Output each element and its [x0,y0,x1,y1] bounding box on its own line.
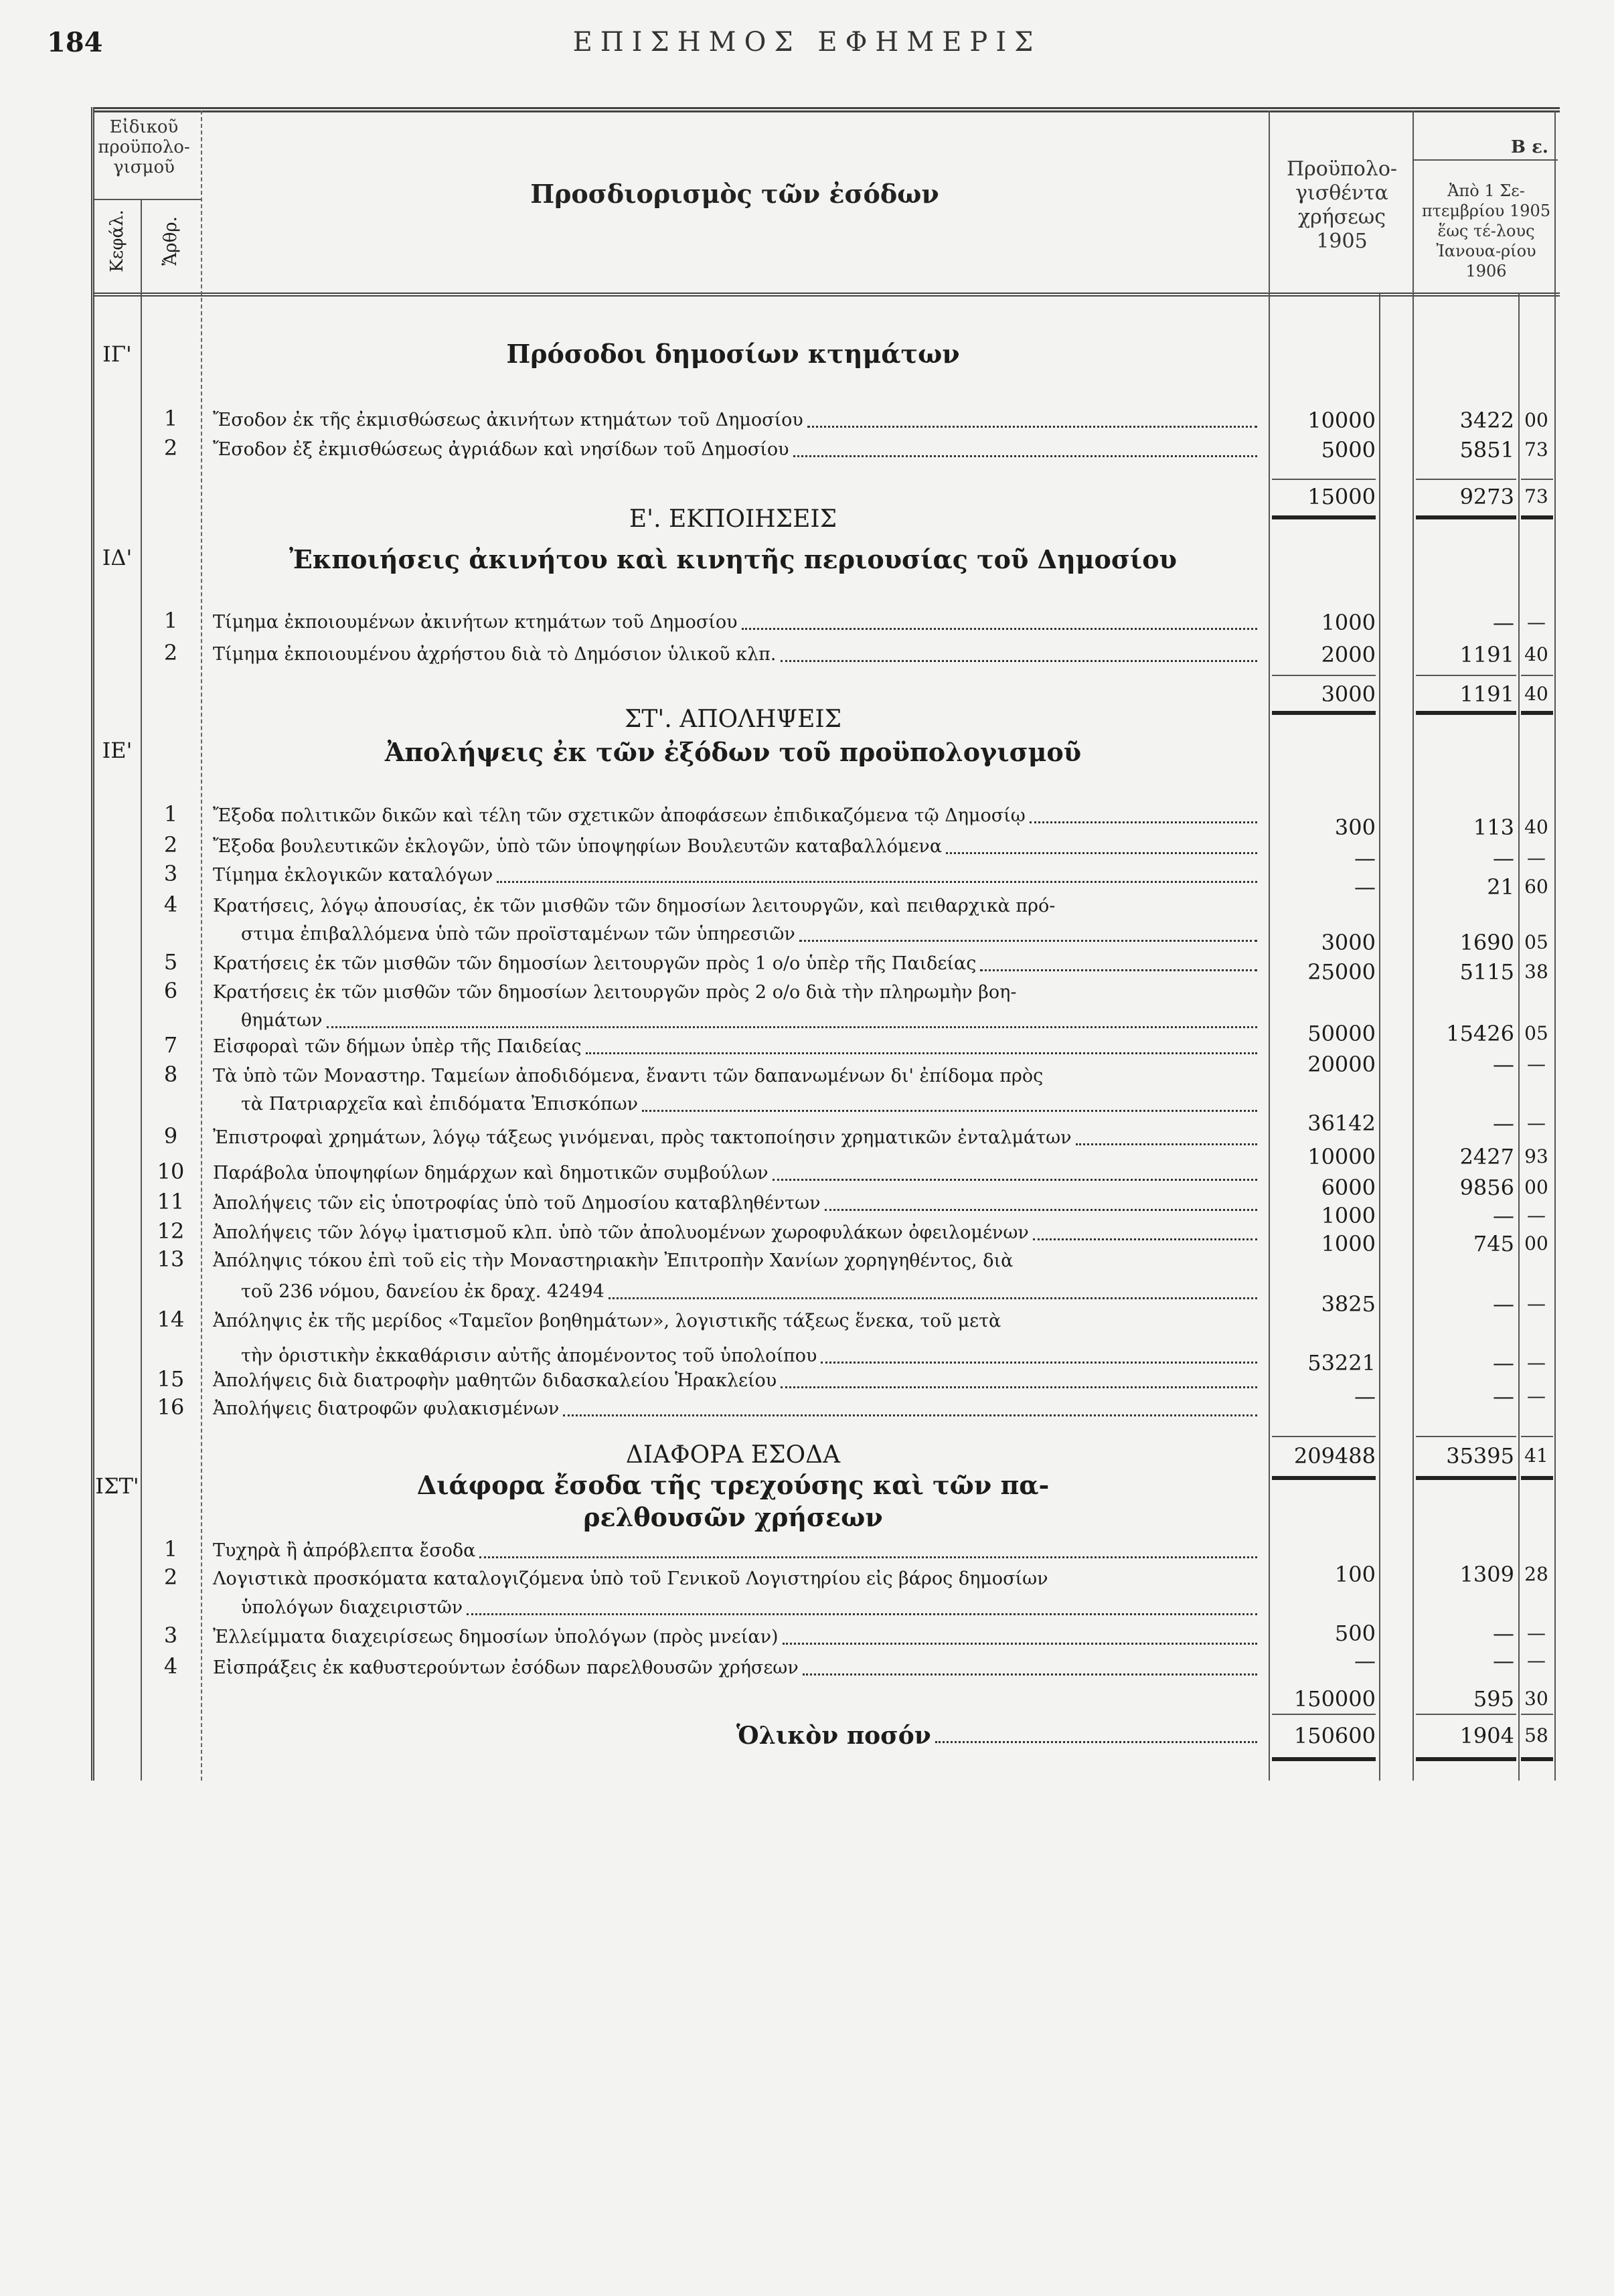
article-number: 2 [163,1564,178,1590]
dot-leader [793,455,1257,457]
total-drachmas: 9273 [1459,484,1514,509]
chapter-title: Πρόσοδοι δημοσίων κτημάτων [506,339,960,369]
dot-leader [821,1362,1257,1364]
article-number: 3 [163,1623,178,1648]
item-description [213,951,1257,977]
article-number: 15 [157,1366,185,1392]
description-text: Κρατήσεις ἐκ τῶν μισθῶν τῶν δημοσίων λειτουργῶν πρὸς 1 ο/ο ὑπὲρ τῆς Παιδείας [213,953,977,974]
collected-lepta: 73 [1524,438,1548,461]
collected-drachmas: — [1493,1384,1514,1409]
budget-amount: 3825 [1321,1291,1376,1317]
description-text: Ἔξοδα πολιτικῶν δικῶν καὶ τέλη τῶν σχετικῶν ἀποφάσεων ἐπιδικαζόμενα τῷ Δημοσίῳ [213,805,1026,826]
budget-amount: 6000 [1321,1175,1376,1200]
collected-lepta: 40 [1524,816,1548,838]
chapter-title: Ἐκποιήσεις ἀκινήτου καὶ κινητῆς περιουσίας τοῦ Δημοσίου [289,544,1177,574]
collected-lepta: — [1527,847,1546,869]
collected-drachmas: 1690 [1459,930,1514,955]
subtotal-rule [1272,1436,1376,1437]
collected-drachmas: — [1493,1052,1514,1077]
description-text: Ἔσοδον ἐξ ἐκμισθώσεως ἀγριάδων καὶ νησίδων τοῦ Δημοσίου [213,439,789,460]
total-budget: 15000 [1307,484,1376,509]
chapter-title: Ἀπολήψεις ἐκ τῶν ἐξόδων τοῦ προϋπολογισμοῦ [384,737,1082,767]
article-number: 6 [163,978,178,1003]
collected-lepta: 00 [1524,1176,1548,1198]
description-text: Ἀπόληψις τόκου ἐπὶ τοῦ εἰς τὴν Μοναστηριακὴν Ἐπιτροπὴν Χανίων χορηγηθέντος, διὰ [213,1250,1014,1271]
column-divider [1379,293,1380,1781]
collected-lepta: — [1527,611,1546,633]
description-text: Ἔσοδον ἐκ τῆς ἐκμισθώσεως ἀκινήτων κτημάτων τοῦ Δημοσίου [213,410,803,430]
header-bottom-rule [94,293,1560,297]
total-lepta: 58 [1524,1724,1548,1746]
collected-drachmas: 3422 [1459,408,1514,433]
budget-amount: 150000 [1293,1686,1376,1712]
budget-amount: — [1354,1648,1376,1673]
description-text: θημάτων [241,1010,323,1031]
dot-leader [563,1414,1257,1416]
item-description [213,1248,1257,1275]
description-text: Ἀπολήψεις τῶν λόγῳ ἱματισμοῦ κλπ. ὑπὸ τῶν ἀπολυομένων χωροφυλάκων ὀφειλομένων [213,1222,1029,1243]
subtotal-rule [1272,1714,1376,1715]
item-description [241,1343,1257,1370]
collected-drachmas: 1191 [1459,642,1514,667]
total-rule [1521,1476,1553,1480]
running-title: ΕΠΙΣΗΜΟΣ ΕΦΗΜΕΡΙΣ [572,27,1042,58]
description-text: ὑπολόγων διαχειριστῶν [241,1597,463,1618]
dot-leader [773,1179,1257,1181]
article-number: 3 [163,861,178,886]
budget-amount: 20000 [1307,1052,1376,1077]
budget-amount: 1000 [1321,1203,1376,1228]
item-description [213,833,1257,860]
subtotal-rule [1521,675,1553,676]
description-text: Λογιστικὰ προσκόματα καταλογιζόμενα ὑπὸ τοῦ Γενικοῦ Λογιστηρίου εἰς βάρος δημοσίων [213,1568,1048,1589]
article-number: 2 [163,832,178,857]
dot-leader [980,969,1257,971]
description-text: στιμα ἐπιβαλλόμενα ὑπὸ τῶν προϊσταμένων τῶν ὑπηρεσιῶν [241,924,795,945]
special-budget-header: Εἰδικοῦ προϋπολο-γισμοῦ [98,117,190,177]
article-number: 2 [163,640,178,665]
subtotal-rule [1416,675,1516,676]
item-description [213,1308,1257,1335]
description-text: Ἐλλείμματα διαχειρίσεως δημοσίων ὑπολόγων (πρὸς μνείαν) [213,1627,779,1647]
description-text: Κρατήσεις ἐκ τῶν μισθῶν τῶν δημοσίων λειτουργῶν πρὸς 2 ο/ο διὰ τὴν πληρωμὴν βοη- [213,982,1017,1003]
article-number: 1 [163,608,178,633]
budget-amount: — [1354,1384,1376,1409]
description-text: Εἰσπράξεις ἐκ καθυστερούντων ἐσόδων παρελθουσῶν χρήσεων [213,1657,799,1678]
budget-amount: 5000 [1321,437,1376,463]
collected-lepta: 00 [1524,409,1548,431]
collected-drachmas: 21 [1487,874,1514,900]
collected-drachmas: 2427 [1459,1144,1514,1169]
collected-lepta: 00 [1524,1232,1548,1254]
column-divider [201,110,202,1781]
article-number: 11 [157,1189,185,1214]
total-rule [1521,515,1553,519]
dot-leader [609,1297,1257,1299]
item-description [241,1279,1257,1305]
description-text: Παράβολα ὑποψηφίων δημάρχων καὶ δημοτικῶν συμβούλων [213,1163,769,1183]
collected-lepta: 38 [1524,961,1548,983]
item-description [213,1160,1257,1187]
description-text: Εἰσφοραὶ τῶν δήμων ὑπὲρ τῆς Παιδείας [213,1036,582,1057]
collected-lepta: 60 [1524,876,1548,898]
item-description [213,1034,1257,1060]
dot-leader [479,1556,1257,1558]
description-text: Ἔξοδα βουλευτικῶν ἐκλογῶν, ὑπὸ τῶν ὑποψηφίων Βουλευτῶν καταβαλλόμενα [213,836,943,857]
budget-amount: — [1354,845,1376,871]
collected-lepta: 40 [1524,643,1548,665]
dot-leader [742,628,1257,630]
table-top-rule [94,107,1560,112]
total-budget: 209488 [1293,1443,1376,1469]
collected-lepta: 05 [1524,1022,1548,1044]
dot-leader [781,660,1258,662]
article-number: 10 [157,1159,185,1184]
budget-column-header: Προϋπολο-γισθέντα χρήσεως 1905 [1286,157,1398,253]
collected-drachmas: — [1493,1111,1514,1136]
item-description [213,1655,1257,1682]
total-lepta: 40 [1524,683,1548,705]
item-description [213,641,1257,668]
collected-lepta: — [1527,1112,1546,1134]
description-column-header: Προσδιορισμὸς τῶν ἐσόδων [530,179,939,209]
total-rule [1272,1476,1376,1480]
description-text: Τίμημα ἐκποιουμένου ἀχρήστου διὰ τὸ Δημόσιον ὑλικοῦ κλπ. [213,644,777,665]
chapter-number: ΙΔ' [102,545,133,570]
description-text: Τὰ ὑπὸ τῶν Μοναστηρ. Ταμείων ἀποδιδόμενα, ἔναντι τῶν δαπανωμένων δι' ἐπίδομα πρὸς [213,1066,1044,1086]
article-number: 8 [163,1062,178,1087]
description-text: τὴν ὁριστικὴν ἐκκαθάρισιν αὐτῆς ἀπομένοντος τοῦ ὑπολοίπου [241,1345,817,1366]
article-column-header: Ἄρθρ. [161,216,181,266]
item-description [213,1190,1257,1217]
collected-drachmas: — [1493,610,1514,635]
corner-rule [1414,159,1558,161]
article-number: 7 [163,1032,178,1058]
collected-drachmas: 1309 [1459,1562,1514,1587]
collected-drachmas: — [1493,1350,1514,1376]
budget-amount: 2000 [1321,642,1376,667]
budget-amount: 50000 [1307,1021,1376,1046]
item-description [213,1125,1257,1151]
total-lepta: 41 [1524,1445,1548,1467]
total-label-text: Ὁλικὸν ποσόν [736,1722,931,1750]
article-number: 16 [157,1394,185,1420]
item-description [213,1566,1257,1592]
description-text: Ἀπόληψις ἐκ τῆς μερίδος «Ταμεῖον βοηθημάτων», λογιστικῆς τάξεως ἕνεκα, τοῦ μετὰ [213,1311,1001,1331]
total-rule [1416,711,1516,715]
total-rule [1272,711,1376,715]
item-description [213,862,1257,889]
article-number: 5 [163,949,178,975]
collected-lepta: — [1527,1649,1546,1671]
collected-drachmas: — [1493,1203,1514,1228]
dot-leader [497,881,1257,883]
section-heading: ΣΤ'. ΑΠΟΛΗΨΕΙΣ [624,706,842,733]
dot-leader [327,1026,1257,1028]
collected-drachmas: 113 [1473,815,1514,840]
article-number: 4 [163,1653,178,1679]
item-description [213,803,1257,829]
dot-leader [781,1386,1257,1388]
total-rule [1272,515,1376,519]
section-heading: Ε'. ΕΚΠΟΙΗΣΕΙΣ [629,505,837,533]
item-description [213,1063,1257,1090]
collected-lepta: — [1527,1385,1546,1407]
item-description [213,1396,1257,1422]
budget-amount: 10000 [1307,1144,1376,1169]
total-lepta: 73 [1524,485,1548,507]
subtotal-rule [1272,479,1376,480]
item-description [213,1624,1257,1651]
collected-drachmas: 595 [1473,1686,1514,1712]
item-description [213,979,1257,1006]
item-description [213,893,1257,920]
chapter-number: ΙΣΤ' [95,1473,139,1499]
chapter-number: ΙΓ' [102,341,132,367]
table-left-border [91,107,94,1781]
article-number: 4 [163,892,178,917]
item-description [213,1368,1257,1394]
article-number: 2 [163,435,178,461]
collected-lepta: 30 [1524,1688,1548,1710]
dot-leader [946,852,1257,854]
budget-amount: 3000 [1321,930,1376,955]
description-text: Ἐπιστροφαὶ χρημάτων, λόγῳ τάξεως γινόμεναι, πρὸς τακτοποίησιν χρηματικῶν ἐνταλμάτων [213,1127,1072,1148]
dot-leader [799,940,1257,942]
total-rule [1416,515,1516,519]
chapter-title: ρελθουσῶν χρήσεων [583,1502,883,1532]
total-rule [1416,1476,1516,1480]
total-budget: 3000 [1321,681,1376,707]
dot-leader [1076,1143,1257,1145]
dot-leader [586,1052,1257,1054]
chapter-title: Διάφορα ἔσοδα τῆς τρεχούσης καὶ τῶν πα- [416,1470,1050,1500]
description-text: Ἀπολήψεις τῶν εἰς ὑποτροφίας ὑπὸ τοῦ Δημοσίου καταβληθέντων [213,1193,821,1214]
column-divider [1518,293,1520,1781]
description-text: Τίμημα ἐκλογικῶν καταλόγων [213,865,493,886]
grand-total-label [736,1722,1257,1749]
subtotal-rule [1416,479,1516,480]
dot-leader [807,426,1257,428]
budget-amount: 25000 [1307,959,1376,985]
description-text: τοῦ 236 νόμου, δανείου ἐκ δραχ. 42494 [241,1281,604,1302]
dot-leader [467,1613,1257,1615]
collected-drachmas: 15426 [1446,1021,1514,1046]
header-sub-rule [94,199,201,200]
page-number: 184 [47,27,103,58]
article-number: 14 [157,1307,185,1332]
collected-lepta: — [1527,1622,1546,1644]
article-number: 1 [163,801,178,827]
chapter-column-header: Κεφάλ. [107,210,127,272]
subtotal-rule [1416,1436,1516,1437]
article-number: 1 [163,406,178,431]
column-divider [1554,110,1556,1781]
item-description [241,1091,1257,1118]
subtotal-rule [1416,1714,1516,1715]
dot-leader [825,1209,1257,1211]
article-number: 1 [163,1536,178,1562]
budget-amount: 53221 [1307,1350,1376,1376]
total-budget: 150600 [1293,1723,1376,1748]
article-number: 9 [163,1123,178,1149]
collected-drachmas: — [1493,1621,1514,1646]
collected-lepta: 05 [1524,931,1548,953]
budget-amount: 100 [1334,1562,1376,1587]
dot-leader [803,1673,1257,1675]
description-text: Κρατήσεις, λόγῳ ἀπουσίας, ἐκ τῶν μισθῶν τῶν δημοσίων λειτουργῶν, καὶ πειθαρχικὰ πρό- [213,896,1056,916]
budget-amount: — [1354,874,1376,900]
article-number: 13 [157,1246,185,1272]
budget-amount: 300 [1334,815,1376,840]
collected-lepta: — [1527,1204,1546,1226]
section-heading: ΔΙΑΦΟΡΑ ΕΣΟΔΑ [625,1441,841,1469]
dot-leader [642,1110,1257,1112]
collected-lepta: 93 [1524,1145,1548,1167]
description-text: Ἀπολήψεις διατροφῶν φυλακισμένων [213,1398,560,1419]
collected-drachmas: 5115 [1459,959,1514,985]
chapter-number: ΙΕ' [102,738,133,763]
budget-amount: 1000 [1321,610,1376,635]
item-description [241,1594,1257,1621]
item-description [213,407,1257,434]
collected-drachmas: 5851 [1459,437,1514,463]
dot-leader [935,1741,1257,1743]
item-description [241,1007,1257,1034]
item-description [213,609,1257,636]
dot-leader [783,1643,1257,1645]
corner-label: Β ε. [1511,137,1548,157]
subtotal-rule [1521,1436,1553,1437]
collected-lepta: — [1527,1053,1546,1075]
collected-drachmas: — [1493,1291,1514,1317]
collected-drachmas: — [1493,1648,1514,1673]
budget-amount: 36142 [1307,1111,1376,1136]
collected-drachmas: 9856 [1459,1175,1514,1200]
dot-leader [1033,1238,1257,1240]
budget-amount: 1000 [1321,1231,1376,1256]
budget-amount: 10000 [1307,408,1376,433]
subtotal-rule [1521,1714,1553,1715]
item-description [241,921,1257,948]
total-rule [1416,1757,1516,1761]
collected-lepta: 28 [1524,1563,1548,1585]
dot-leader [1030,821,1257,823]
article-number: 12 [157,1218,185,1244]
collected-lepta: — [1527,1293,1546,1315]
collected-drachmas: — [1493,845,1514,871]
collected-drachmas: 745 [1473,1231,1514,1256]
description-text: Τίμημα ἐκποιουμένων ἀκινήτων κτημάτων τοῦ Δημοσίου [213,612,738,633]
description-text: Τυχηρὰ ἢ ἀπρόβλεπτα ἔσοδα [213,1540,476,1561]
total-drachmas: 1904 [1459,1723,1514,1748]
total-drachmas: 35395 [1446,1443,1514,1469]
subtotal-rule [1521,479,1553,480]
item-description [213,436,1257,463]
total-rule [1272,1757,1376,1761]
description-text: τὰ Πατριαρχεῖα καὶ ἐπιδόματα Ἐπισκόπων [241,1094,639,1115]
item-description [213,1538,1257,1564]
total-rule [1521,711,1553,715]
total-rule [1521,1757,1553,1761]
subtotal-rule [1272,675,1376,676]
total-drachmas: 1191 [1459,681,1514,707]
description-text: Ἀπολήψεις διὰ διατροφὴν μαθητῶν διδασκαλείου Ἡρακλείου [213,1370,777,1391]
period-column-header: Ἀπὸ 1 Σε-πτεμβρίου 1905 ἕως τέ-λους Ἰανουα-ρίου 1906 [1421,181,1551,280]
collected-lepta: — [1527,1351,1546,1374]
item-description [213,1220,1257,1246]
budget-amount: 500 [1334,1621,1376,1646]
